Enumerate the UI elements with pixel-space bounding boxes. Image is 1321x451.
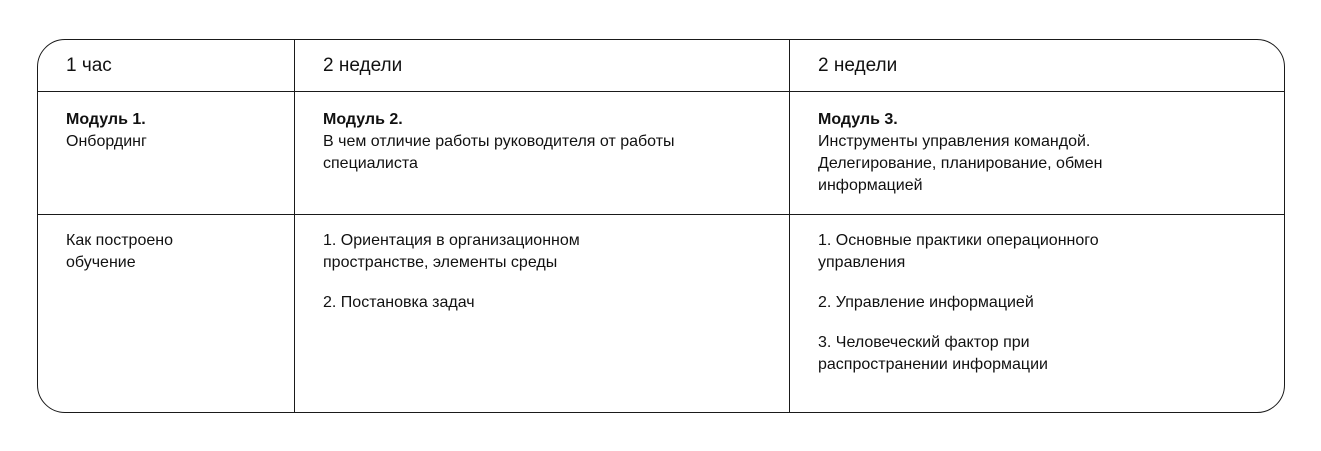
module-title: Модуль 2. <box>323 111 403 128</box>
column-module-1 <box>38 40 294 412</box>
module-description: Онбординг <box>66 133 147 150</box>
module-title: Модуль 3. <box>818 111 898 128</box>
module-cell <box>790 109 1284 197</box>
module-description: Инструменты управления командой. Делегирование, планирование, обмен информацией <box>818 133 1103 194</box>
body-cell <box>790 230 1284 394</box>
list-item: 1. Основные практики операционного управления <box>818 232 1099 271</box>
list-item: 3. Человеческий фактор при распространении информации <box>818 334 1048 373</box>
module-description: В чем отличие работы руководителя от работы специалиста <box>323 133 675 172</box>
list-item: 2. Постановка задач <box>323 294 475 311</box>
body-cell <box>38 230 294 274</box>
module-cell <box>295 109 789 175</box>
body-text: Как построено обучение <box>66 232 173 271</box>
module-title: Модуль 1. <box>66 111 146 128</box>
column-module-2 <box>294 40 789 412</box>
course-schedule-table <box>37 39 1285 413</box>
duration-label: 1 час <box>66 54 112 76</box>
body-cell <box>295 230 789 332</box>
column-module-3 <box>789 40 1284 412</box>
duration-label: 2 недели <box>323 54 403 76</box>
list-item: 1. Ориентация в организационном пространстве, элементы среды <box>323 232 580 271</box>
duration-label: 2 недели <box>818 54 898 76</box>
list-item: 2. Управление информацией <box>818 294 1034 311</box>
module-cell <box>38 109 294 153</box>
